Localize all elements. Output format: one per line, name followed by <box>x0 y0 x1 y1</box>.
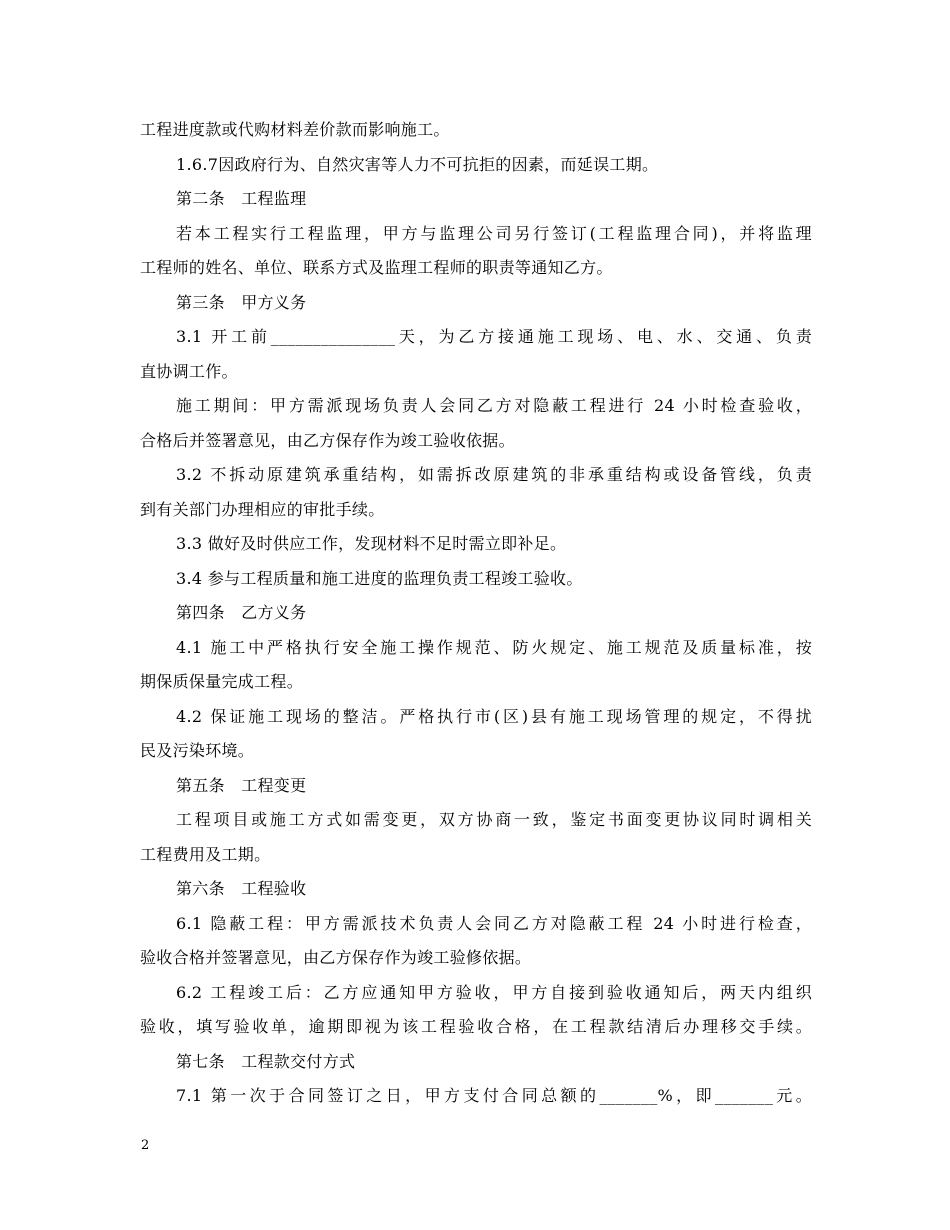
text-line: 民及污染环境。 <box>140 741 255 760</box>
text-line: 6.1 隐蔽工程：甲方需派技术负责人会同乙方对隐蔽工程 24 小时进行检查， <box>176 913 812 933</box>
text-line: 验收，填写验收单，逾期即视为该工程验收合格，在工程款结清后办理移交手续。 <box>140 1017 812 1036</box>
text-line: 期保质保量完成工程。 <box>140 672 304 691</box>
text-line: 第六条 工程验收 <box>176 879 307 898</box>
text-line: 第四条 乙方义务 <box>176 603 307 622</box>
text-line: 工程师的姓名、单位、联系方式及监理工程师的职责等通知乙方。 <box>140 258 613 277</box>
text-line: 第三条 甲方义务 <box>176 292 307 312</box>
document-body <box>140 113 812 1114</box>
text-line: 6.2 工程竣工后：乙方应通知甲方验收，甲方自接到验收通知后，两天内组织 <box>176 982 812 1002</box>
text-line: 3.4 参与工程质量和施工进度的监理负责工程竣工验收。 <box>176 568 583 588</box>
text-line: 7.1 第一次于合同签订之日，甲方支付合同总额的_______%，即_______元。 <box>176 1086 812 1105</box>
text-line: 直协调工作。 <box>140 361 238 381</box>
text-line: 若本工程实行工程监理，甲方与监理公司另行签订(工程监理合同)，并将监理 <box>176 223 812 243</box>
text-line: 工程进度款或代购材料差价款而影响施工。 <box>140 120 450 139</box>
text-line: 4.1 施工中严格执行安全施工操作规范、防火规定、施工规范及质量标准，按 <box>176 637 812 657</box>
text-line: 到有关部门办理相应的审批手续。 <box>140 499 385 519</box>
text-line: 3.2 不拆动原建筑承重结构，如需拆改原建筑的非承重结构或设备管线，负责 <box>176 465 812 484</box>
text-line: 第七条 工程款交付方式 <box>176 1051 356 1071</box>
text-line: 1.6.7因政府行为、自然灾害等人力不可抗拒的因素，而延误工期。 <box>176 154 659 174</box>
text-line: 工程项目或施工方式如需变更，双方协商一致，鉴定书面变更协议同时调相关 <box>176 810 812 829</box>
page-number: 2 <box>141 1138 150 1153</box>
text-line: 合格后并签署意见，由乙方保存作为竣工验收依据。 <box>140 430 515 450</box>
text-line: 4.2 保证施工现场的整洁。严格执行市(区)县有施工现场管理的规定，不得扰 <box>176 706 812 726</box>
text-line: 验收合格并签署意见，由乙方保存作为竣工验修依据。 <box>140 948 532 967</box>
text-line: 第五条 工程变更 <box>176 775 307 795</box>
text-line: 第二条 工程监理 <box>176 189 307 208</box>
text-line: 3.1 开工前_______________天，为乙方接通施工现场、电、水、交通、负责 <box>176 327 812 346</box>
text-line: 工程费用及工期。 <box>140 844 271 864</box>
text-line: 3.3 做好及时供应工作，发现材料不足时需立即补足。 <box>176 534 567 553</box>
text-line: 施工期间：甲方需派现场负责人会同乙方对隐蔽工程进行 24 小时检查验收， <box>176 396 812 415</box>
